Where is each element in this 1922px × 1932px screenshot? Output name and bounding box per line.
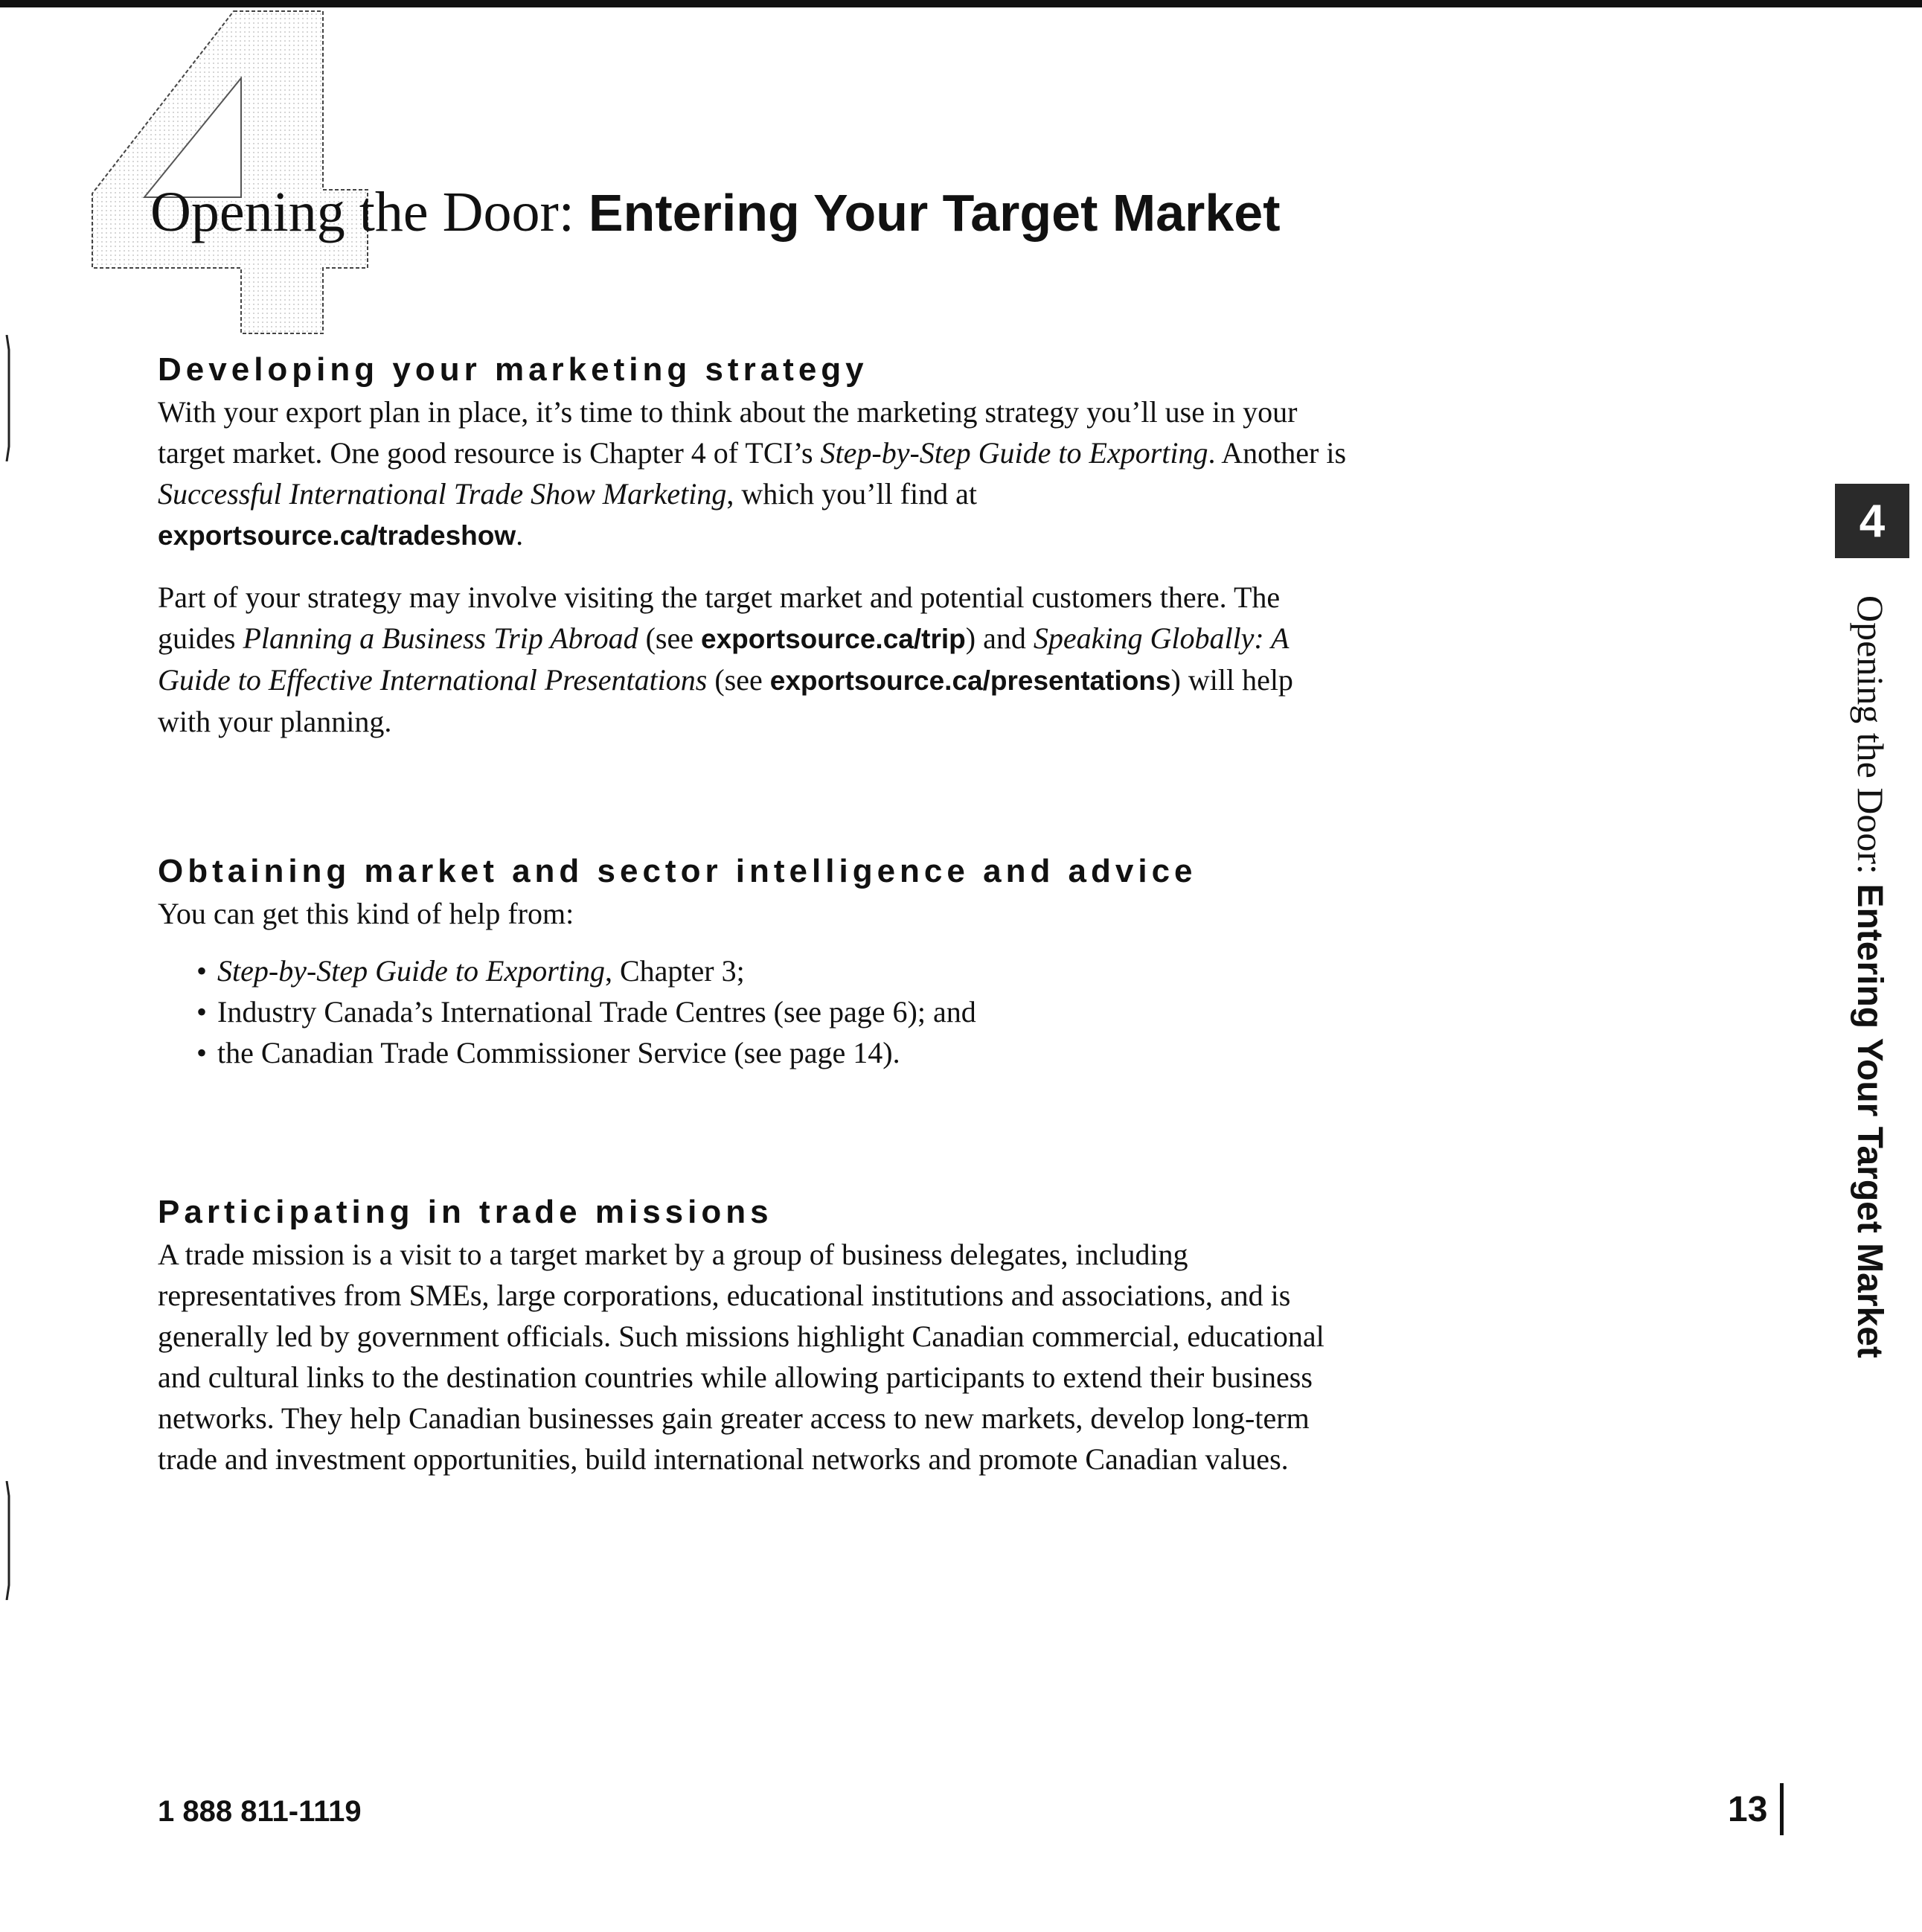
- page-number: 13: [1728, 1790, 1768, 1829]
- chapter-title-prefix: Opening the Door:: [150, 181, 574, 243]
- paragraph: With your export plan in place, it’s time to think about the marketing strategy you’ll use in your target market. One good resource is Chapter 4 of TCI’s Step-by-Step Guide to Exporting. Another is Successful International Trade Show Marketing, which you’ll find at exportsource.ca/tradeshow.: [158, 395, 1347, 551]
- section-heading: Participating in trade missions: [158, 1194, 773, 1230]
- publication-title: Successful International Trade Show Marketing: [158, 477, 727, 511]
- paragraph: A trade mission is a visit to a target market by a group of business delegates, including representatives from SMEs, large corporations, educational institutions and associations, and is generally led by government officials. Such missions highlight Canadian commercial, educational and cultural links to the destination countries while allowing participants to extend their business networks. They help Canadian businesses gain greater access to new markets, develop long-term trade and investment opportunities, build international networks and promote Canadian values.: [158, 1238, 1324, 1476]
- web-address: exportsource.ca/tradeshow: [158, 520, 516, 551]
- page-number-rule: [1780, 1783, 1784, 1835]
- section-trade-missions: [158, 1191, 1348, 1480]
- chapter-title-main: Entering Your Target Market: [588, 184, 1281, 242]
- section-heading: Developing your marketing strategy: [158, 351, 868, 388]
- web-address: exportsource.ca/trip: [701, 624, 966, 654]
- left-edge-mark: [4, 335, 12, 461]
- chapter-numeral-graphic: [86, 7, 377, 342]
- footer-phone-number: 1 888 811-1119: [158, 1795, 362, 1828]
- section-market-intelligence: [158, 850, 1348, 1073]
- left-edge-mark: [4, 1481, 12, 1600]
- side-chapter-title: [1847, 595, 1893, 1358]
- side-title-main: Entering Your Target Market: [1850, 883, 1889, 1358]
- list-item: • Step-by-Step Guide to Exporting, Chapter 3;: [196, 950, 1348, 991]
- web-address: exportsource.ca/presentations: [769, 665, 1171, 696]
- paragraph: Part of your strategy may involve visiting the target market and potential customers there. The guides Planning a Business Trip Abroad (see exportsource.ca/trip) and Speaking Globally: A Guide to Effective International Presentations (see exportsource.ca/presentations) will help with your planning.: [158, 580, 1293, 738]
- side-title-prefix: Opening the Door:: [1850, 595, 1891, 874]
- publication-title: Speaking Globally: A Guide to Effective International Presentations: [158, 621, 1289, 697]
- resource-list: [158, 950, 1348, 1073]
- section-marketing-strategy: [158, 348, 1348, 742]
- top-border: [0, 0, 1922, 7]
- list-item: • the Canadian Trade Commissioner Service (see page 14).: [196, 1032, 1348, 1073]
- chapter-title: [150, 179, 1281, 246]
- paragraph: You can get this kind of help from:: [158, 897, 574, 930]
- list-item: • Industry Canada’s International Trade Centres (see page 6); and: [196, 991, 1348, 1032]
- publication-title: Planning a Business Trip Abroad: [243, 621, 638, 655]
- chapter-tab-number: 4: [1835, 484, 1909, 558]
- publication-title: Step-by-Step Guide to Exporting: [820, 436, 1208, 470]
- section-heading: Obtaining market and sector intelligence and advice: [158, 853, 1197, 889]
